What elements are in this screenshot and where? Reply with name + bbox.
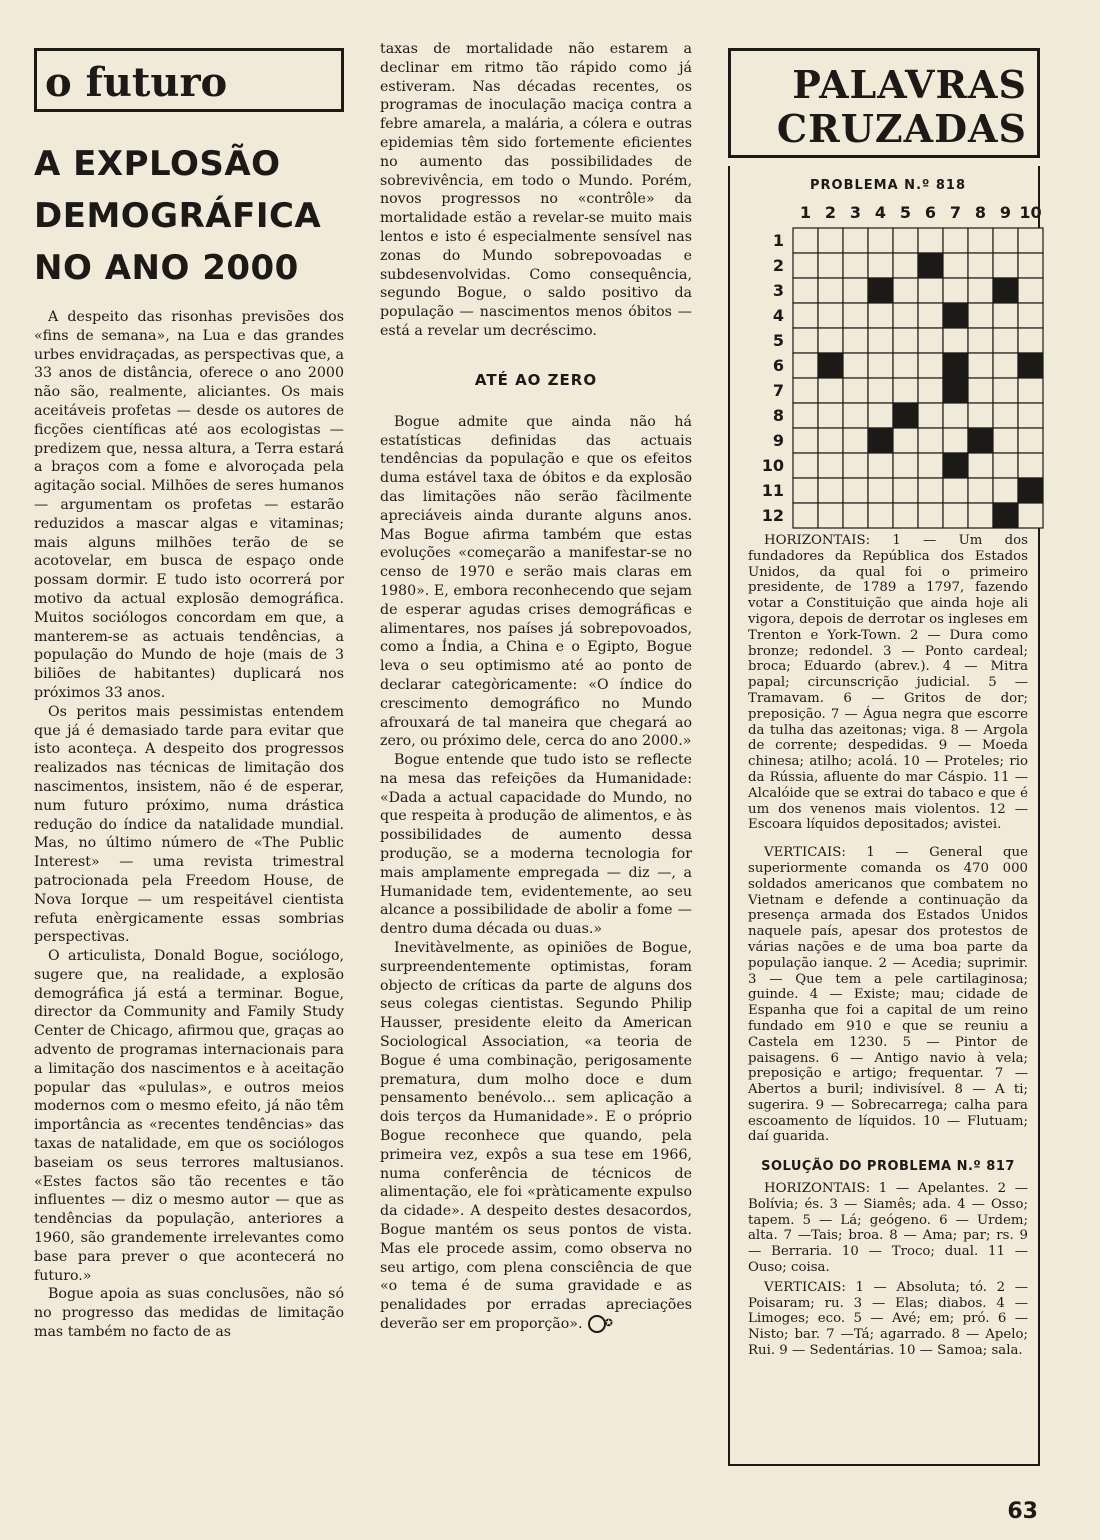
grid-cell[interactable] [1018, 453, 1043, 478]
grid-cell[interactable] [918, 328, 943, 353]
grid-cell[interactable] [793, 478, 818, 503]
grid-cell-black [868, 428, 893, 453]
grid-cell-black [993, 503, 1018, 528]
crossword-title-line-1: PALAVRAS [792, 62, 1027, 107]
grid-cell[interactable] [793, 353, 818, 378]
grid-cell[interactable] [893, 228, 918, 253]
grid-cell[interactable] [793, 378, 818, 403]
grid-cell[interactable] [818, 378, 843, 403]
grid-cell[interactable] [818, 428, 843, 453]
grid-cell[interactable] [843, 228, 868, 253]
grid-cell[interactable] [893, 453, 918, 478]
paragraph: A despeito das risonhas previsões dos «fins de semana», na Lua e das grandes urbes envidraçadas, as perspectivas que, a 33 anos de distância, oferece o ano 2000 não são, realmente, aliciantes. Os mais aceitáveis profetas — desde os autores de ficções científicas até aos ecologistas — predizem que, nessa altura, a Terra estará a braços com a fome e alvoroçada pela agitação social. Milhões de seres humanos — argumentam os profetas — estarão reduzidos a mascar algas e vitaminas; mais alguns milhões terão de se acotovelar, em busca de espaço onde possam dormir. E tudo isto ocorrerá por motivo da actual explosão demográfica. Muitos sociólogos concordam em que, a manterem-se as actuais tendências, a população do Mundo de hoje (mais de 3 biliões de habitantes) duplicará nos próximos 33 anos. [34, 309, 344, 701]
grid-cell[interactable] [943, 403, 968, 428]
grid-cell-black [943, 453, 968, 478]
grid-cell[interactable] [968, 328, 993, 353]
grid-cell[interactable] [818, 328, 843, 353]
grid-cell[interactable] [993, 328, 1018, 353]
grid-cell[interactable] [943, 278, 968, 303]
grid-cell[interactable] [893, 278, 918, 303]
grid-cell[interactable] [893, 378, 918, 403]
grid-cell[interactable] [843, 353, 868, 378]
column-number: 7 [949, 203, 962, 222]
grid-cell[interactable] [993, 403, 1018, 428]
grid-cell[interactable] [943, 503, 968, 528]
grid-cell[interactable] [868, 453, 893, 478]
column-number: 6 [924, 203, 937, 222]
grid-cell[interactable] [793, 278, 818, 303]
grid-cell[interactable] [843, 428, 868, 453]
grid-cell[interactable] [868, 478, 893, 503]
grid-cell[interactable] [818, 503, 843, 528]
grid-cell[interactable] [968, 278, 993, 303]
grid-cell[interactable] [993, 228, 1018, 253]
column-number: 5 [899, 203, 912, 222]
clues-vertical: VERTICAIS: 1 — General que superiormente comanda os 470 000 soldados americanos que combatem no Vietnam e defende a continuação da presença armada dos Estados Unidos naquele país, apesar dos protestos de várias nações e de uma boa parte da população ianque. 2 — Acedia; suprimir. 3 — Que tem a pele cartilaginosa; guinde. 4 — Existe; mau; cidade de Espanha que foi a capital de um reino fundado em 910 e que se reuniu a Castela em 1230. 5 — Pintor de paisagens. 6 — Antigo navio à vela; preposição e artigo; frequentar. 7 — Abertos a buril; indivisível. 8 — A ti; sugerira. 9 — Sobrecarrega; calha para escoamento de líquidos. 10 — Flutuam; daí guarida. [748, 845, 1028, 1145]
column-number: 2 [824, 203, 837, 222]
paragraph: Bogue admite que ainda não há estatísticas definidas das actuais tendências da população e que os efeitos duma estável taxa de óbitos e da explosão das limitações não serão fàcilmente apreciáveis ainda durante alguns anos. Mas Bogue afirma também que estas evoluções «começarão a manifestar-se no censo de 1970 e serão mais claras em 1980». E, embora reconhecendo que sejam de esperar agudas crises demográficas e alimentares, nos países já sobrepovoados, como a Índia, a China e o Egipto, Bogue leva o seu optimismo até ao ponto de declarar categòricamente: «O índice do crescimento demográfico no Mundo afrouxará de tal maneira que chegará ao zero, ou próximo dele, cerca do ano 2000.» [380, 413, 692, 750]
grid-cell[interactable] [868, 253, 893, 278]
paragraph: Os peritos mais pessimistas entendem que já é demasiado tarde para evitar que isto aconteça. A despeito dos progressos realizados nas técnicas de limitação dos nascimentos, insistem, não é de esperar, num futuro próximo, numa drástica redução do índice da natalidade mundial. Mas, no último número de «The Public Interest» — uma revista trimestral patrocionada pela Freedom House, de Nova Iorque — um respeitável cientista refuta enèrgicamente essas sombrias perspectivas. [34, 703, 344, 946]
crossword-title-box [728, 48, 1040, 158]
grid-cell[interactable] [793, 428, 818, 453]
column-number: 1 [799, 203, 812, 222]
solution-title: SOLUÇÃO DO PROBLEMA N.º 817 [761, 1159, 1015, 1175]
grid-cell[interactable] [1018, 228, 1043, 253]
article-body-middle-a [380, 40, 692, 341]
grid-cell[interactable] [943, 428, 968, 453]
grid-cell[interactable] [843, 503, 868, 528]
grid-cell[interactable] [843, 278, 868, 303]
grid-cell-black [893, 403, 918, 428]
section-tag-box [34, 48, 344, 112]
grid-cell-black [818, 353, 843, 378]
grid-cell[interactable] [993, 353, 1018, 378]
grid-cell[interactable] [868, 403, 893, 428]
crossword-body [728, 166, 1040, 1466]
grid-cell[interactable] [918, 303, 943, 328]
grid-cell[interactable] [993, 253, 1018, 278]
grid-cell[interactable] [1018, 503, 1043, 528]
row-number: 9 [772, 431, 784, 450]
grid-cell[interactable] [843, 303, 868, 328]
grid-cell[interactable] [1018, 328, 1043, 353]
section-tag: o futuro [45, 59, 228, 106]
grid-cell[interactable] [943, 253, 968, 278]
grid-cell[interactable] [843, 453, 868, 478]
headline-line-1: A EXPLOSÃO [34, 144, 281, 184]
paragraph [380, 939, 692, 1334]
clues-horizontal: HORIZONTAIS: 1 — Um dos fundadores da República dos Estados Unidos, da qual foi o primeiro presidente, de 1789 a 1797, fazendo votar a Constituição que ainda hoje ali vigora, depois de derrotar os ingleses em Trenton e York-Town. 2 — Dura como bronze; redondel. 3 — Ponto cardeal; broca; Eduardo (abrev.). 4 — Mitra papal; circunscrição judicial. 5 — Tramavam. 6 — Gritos de dor; preposição. 7 — Água negra que escorre da tulha das azeitonas; viga. 8 — Argola de corrente; despedidas. 9 — Moeda chinesa; atilho; acolá. 10 — Proteles; rio da Rússia, afluente do mar Cáspio. 11 — Alcalóide que se extrai do tabaco e que é um dos venenos mais violentos. 12 — Escoara líquidos depositados; avistei. [748, 533, 1028, 833]
page-number: 63 [1007, 1499, 1038, 1524]
grid-cell[interactable] [1018, 378, 1043, 403]
row-number: 11 [761, 481, 784, 500]
row-number: 1 [772, 231, 784, 250]
grid-cell[interactable] [818, 478, 843, 503]
grid-cell[interactable] [993, 303, 1018, 328]
grid-cell-black [918, 253, 943, 278]
grid-cell[interactable] [793, 253, 818, 278]
grid-cell-black [868, 278, 893, 303]
headline-line-3: NO ANO 2000 [34, 248, 299, 288]
grid-cell[interactable] [893, 353, 918, 378]
grid-cell[interactable] [918, 378, 943, 403]
grid-cell[interactable] [918, 228, 943, 253]
grid-cell[interactable] [1018, 303, 1043, 328]
grid-cell[interactable] [943, 328, 968, 353]
grid-cell[interactable] [843, 253, 868, 278]
grid-cell-black [1018, 478, 1043, 503]
column-number: 3 [849, 203, 862, 222]
grid-cell[interactable] [968, 353, 993, 378]
grid-cell[interactable] [868, 328, 893, 353]
crossword-column [728, 48, 1040, 1466]
grid-cell[interactable] [893, 478, 918, 503]
solution-horizontal: HORIZONTAIS: 1 — Apelantes. 2 — Bolívia; és. 3 — Siamês; ada. 4 — Osso; tapem. 5 — Lá; geógeno. 6 — Urdem; alta. 7 —Tais; broa. 8 — Ama; par; rs. 9 — Berraria. 10 — Troco; dual. 11 — Ouso; coisa. [748, 1181, 1028, 1276]
row-number: 3 [772, 281, 784, 300]
grid-cell[interactable] [943, 478, 968, 503]
grid-cell[interactable] [818, 453, 843, 478]
grid-cell[interactable] [818, 228, 843, 253]
grid-cell[interactable] [918, 428, 943, 453]
grid-cell[interactable] [968, 403, 993, 428]
row-number: 5 [772, 331, 784, 350]
grid-cell[interactable] [1018, 403, 1043, 428]
row-number: 12 [761, 506, 784, 525]
grid-cell[interactable] [793, 453, 818, 478]
crossword-clues [748, 533, 1028, 1359]
grid-cell[interactable] [918, 503, 943, 528]
grid-cell[interactable] [793, 303, 818, 328]
grid-cell[interactable] [993, 478, 1018, 503]
grid-cell[interactable] [793, 503, 818, 528]
grid-cell[interactable] [968, 478, 993, 503]
problem-number: PROBLEMA N.º 818 [810, 178, 966, 193]
grid-cell[interactable] [818, 303, 843, 328]
crossword-grid [792, 227, 1044, 529]
grid-cell[interactable] [843, 378, 868, 403]
article-headline [34, 138, 344, 294]
column-number: 9 [999, 203, 1012, 222]
grid-cell[interactable] [918, 403, 943, 428]
paragraph: O articulista, Donald Bogue, sociólogo, sugere que, na realidade, a explosão demográfica já está a terminar. Bogue, director da Community and Family Study Center de Chicago, afirmou que, graças ao advento de programas internacionais para a limitação dos nascimentos e à aceitação popular das «pululas», e outros meios modernos com o mesmo efeito, já não têm importância as «recentes tendências» das taxas de natalidade, em que os sociólogos baseiam os seus terrores maltusianos. «Estes factos são tão recentes e tão influentes — diz o mesmo autor — que as tendências da população, anteriores a 1960, são grandemente irrelevantes como base para prever o que acontecerá no futuro.» [34, 948, 344, 1284]
grid-cell[interactable] [818, 278, 843, 303]
column-numbers [792, 203, 1052, 223]
column-number: 4 [874, 203, 887, 222]
grid-cell[interactable] [968, 503, 993, 528]
row-number: 4 [772, 306, 784, 325]
grid-cell[interactable] [968, 378, 993, 403]
article-body-middle-b [380, 413, 692, 1334]
grid-cell-black [943, 303, 968, 328]
paragraph-text: Inevitàvelmente, as opiniões de Bogue, surpreendentemente optimistas, foram objecto de críticas da parte de alguns dos seus colegas cientistas. Segundo Philip Hausser, presidente eleito da American Sociological Association, «a teoria de Bogue é uma combinação, perigosamente prematura, dum molho doce e dum pensamento benévolo... sem aplicação a dois terços da Humanidade». E o próprio Bogue reconhece que quando, pela primeira vez, expôs a sua tese em 1966, numa conferência de técnicos de alimentação, ele foi «pràticamente expulso da cidade». A despeito destes desacordos, Bogue mantém os seus pontos de vista. Mas ele procede assim, como observa no seu artigo, com plena consciência de que «o tema é de suma gravidade e as penalidades por erradas apreciações deverão ser em proporção». [380, 940, 692, 1332]
grid-cell[interactable] [818, 403, 843, 428]
grid-cell[interactable] [843, 328, 868, 353]
column-number: 10 [1019, 203, 1042, 222]
grid-cell[interactable] [1018, 253, 1043, 278]
grid-cell-black [968, 428, 993, 453]
grid-cell[interactable] [868, 228, 893, 253]
paragraph: Bogue apoia as suas conclusões, não só no progresso das medidas de limitação mas também no facto de as [34, 1286, 344, 1341]
grid-cell[interactable] [843, 478, 868, 503]
grid-cell[interactable] [868, 378, 893, 403]
grid-cell[interactable] [968, 228, 993, 253]
grid-cell[interactable] [993, 428, 1018, 453]
grid-cell-black [943, 353, 968, 378]
headline-line-2: DEMOGRÁFICA [34, 196, 322, 236]
grid-cell[interactable] [818, 253, 843, 278]
grid-cell[interactable] [918, 478, 943, 503]
article-middle-column [380, 40, 692, 1334]
paragraph: Bogue entende que tudo isto se reflecte na mesa das refeições da Humanidade: «Dada a actual capacidade do Mundo, no que respeita à produção de alimentos, e às possibilidades de aumento dessa produção, se a moderna tecnologia for mais amplamente empregada — diz —, a Humanidade tem, evidentemente, ao seu alcance a possibilidade de abolir a fome — dentro duma década ou duas.» [380, 752, 692, 938]
grid-cell[interactable] [968, 303, 993, 328]
grid-cell[interactable] [893, 428, 918, 453]
grid-cell[interactable] [918, 278, 943, 303]
article-left-column [34, 48, 344, 1342]
grid-cell[interactable] [968, 453, 993, 478]
row-number: 6 [772, 356, 784, 375]
crossword-grid-area [748, 203, 1042, 533]
row-number: 10 [761, 456, 784, 475]
column-number: 8 [974, 203, 987, 222]
grid-cell[interactable] [843, 403, 868, 428]
grid-cell[interactable] [793, 328, 818, 353]
grid-cell[interactable] [893, 503, 918, 528]
grid-cell[interactable] [893, 328, 918, 353]
grid-cell-black [993, 278, 1018, 303]
grid-cell[interactable] [993, 378, 1018, 403]
row-number: 2 [772, 256, 784, 275]
grid-cell[interactable] [1018, 278, 1043, 303]
grid-cell[interactable] [918, 353, 943, 378]
end-of-article-icon: ✪ [588, 1315, 606, 1333]
crossword-title [731, 51, 1027, 151]
article-subhead: ATÉ AO ZERO [474, 370, 598, 389]
grid-cell[interactable] [943, 228, 968, 253]
grid-cell[interactable] [868, 303, 893, 328]
grid-cell-black [943, 378, 968, 403]
grid-cell[interactable] [1018, 428, 1043, 453]
article-body-left [34, 308, 344, 1342]
grid-cell-black [1018, 353, 1043, 378]
grid-cell[interactable] [868, 353, 893, 378]
grid-cell[interactable] [893, 253, 918, 278]
grid-cell[interactable] [793, 403, 818, 428]
grid-cell[interactable] [993, 453, 1018, 478]
grid-cell[interactable] [793, 228, 818, 253]
grid-cell[interactable] [918, 453, 943, 478]
row-number: 7 [772, 381, 784, 400]
row-number: 8 [772, 406, 784, 425]
grid-cell[interactable] [968, 253, 993, 278]
crossword-title-line-2: CRUZADAS [776, 106, 1027, 151]
paragraph: taxas de mortalidade não estarem a declinar em ritmo tão rápido como já estiveram. Nas décadas recentes, os programas de inoculação maciça contra a febre amarela, a malária, a cólera e outras epidemias têm sido fortemente eficientes no aumento das possibilidades de sobrevivência, em todo o Mundo. Porém, novos progressos no «contrôle» da mortalidade estão a revelar-se muito mais lentos e isto é especialmente sensível nas zonas do Mundo sobrepovoadas e subdesenvolvidas. Como consequência, segundo Bogue, o saldo positivo da população — nascimentos menos óbitos — está a revelar um decréscimo. [380, 41, 692, 339]
solution-vertical: VERTICAIS: 1 — Absoluta; tó. 2 — Poisaram; ru. 3 — Elas; diabos. 4 — Limoges; eco. 5 — Avé; em; pró. 6 — Nisto; bar. 7 —Tá; agarrado. 8 — Apelo; Rui. 9 — Sedentárias. 10 — Samoa; sala. [748, 1279, 1028, 1359]
grid-cell[interactable] [868, 503, 893, 528]
grid-cell[interactable] [893, 303, 918, 328]
